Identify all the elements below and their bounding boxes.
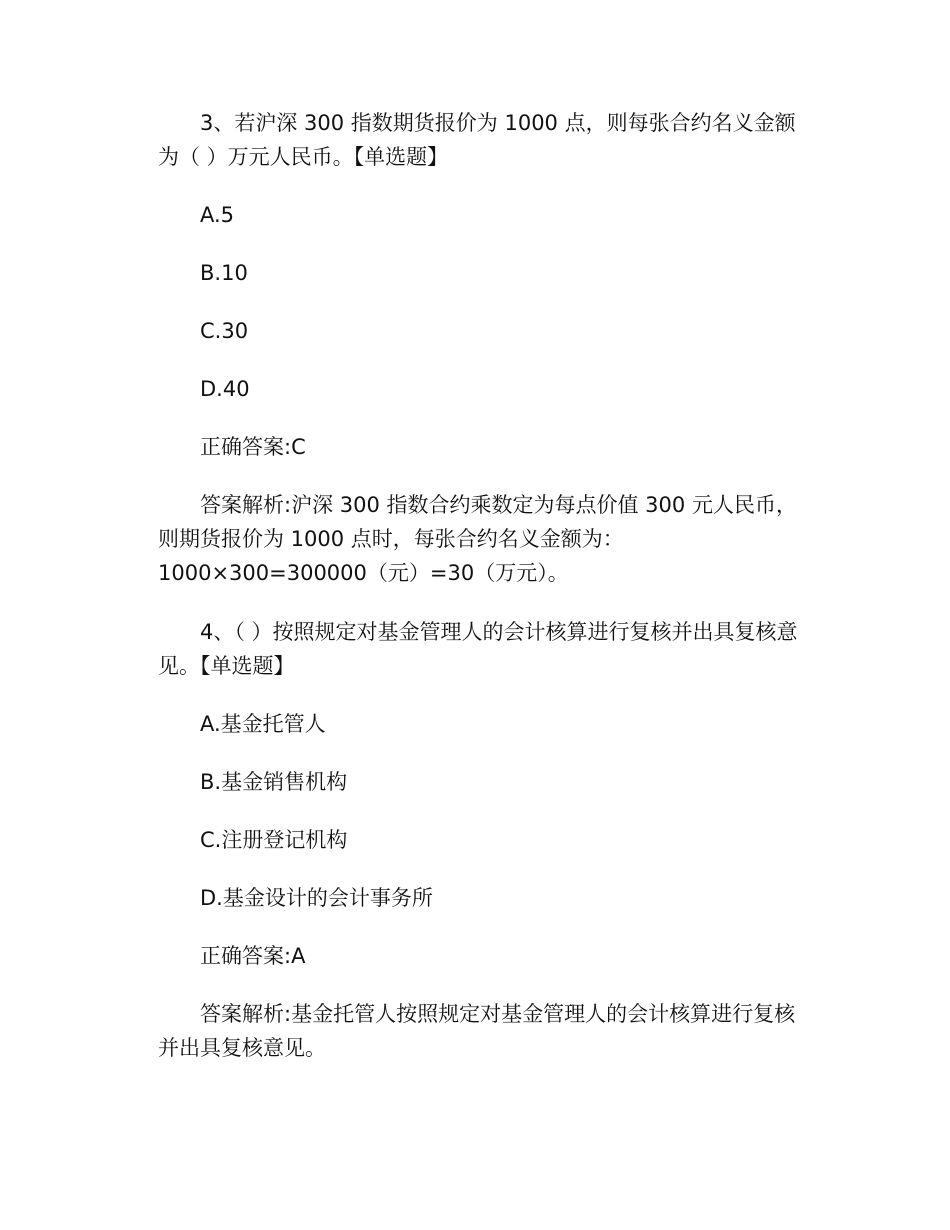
question-4-option-c: C.注册登记机构 [200, 828, 348, 852]
question-3-option-c: C.30 [200, 319, 249, 343]
question-3-answer: 正确答案:C [200, 435, 306, 459]
question-3-option-d: D.40 [200, 377, 250, 401]
question-3-analysis: 答案解析:沪深 300 指数合约乘数定为每点价值 300 元人民币，则期货报价为 1000 点时，每张合约名义金额为：1000×300=300000（元）=30（万元）。 [158, 493, 797, 585]
question-4-analysis: 答案解析:基金托管人按照规定对基金管理人的会计核算进行复核并出具复核意见。 [158, 1002, 796, 1060]
question-3-option-a: A.5 [200, 203, 235, 227]
question-4-answer: 正确答案:A [200, 944, 306, 968]
question-3-option-b: B.10 [200, 261, 248, 285]
question-4-stem: 4、（ ）按照规定对基金管理人的会计核算进行复核并出具复核意见。【单选题】 [158, 620, 798, 678]
question-4-option-d: D.基金设计的会计事务所 [200, 886, 433, 910]
question-3-stem: 3、若沪深 300 指数期货报价为 1000 点，则每张合约名义金额为（ ）万元人民币。【单选题】 [158, 111, 796, 169]
question-4-option-b: B.基金销售机构 [200, 770, 348, 794]
question-4-option-a: A.基金托管人 [200, 712, 326, 736]
